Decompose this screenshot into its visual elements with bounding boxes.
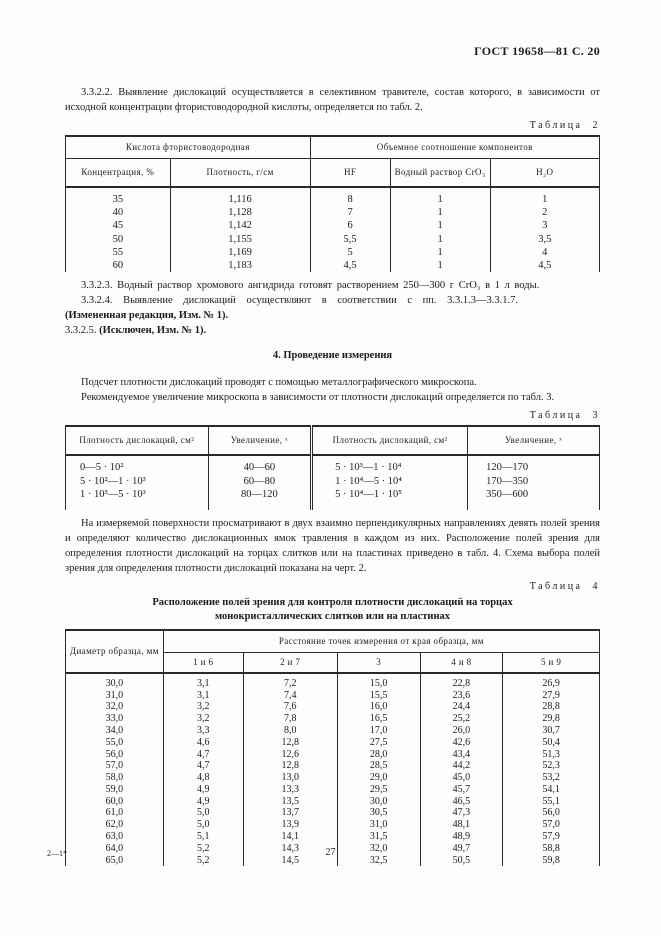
column-header: Водный раствор CrO₃ — [390, 159, 490, 188]
table-cell: 120—170 — [468, 455, 600, 475]
table-cell: 13,7 — [243, 807, 337, 819]
table-cell: 42,6 — [420, 737, 503, 749]
table-cell: 22,8 — [420, 673, 503, 690]
column-header: Концентрация, % — [66, 159, 171, 188]
table-cell: 45 — [66, 219, 171, 232]
table-cell: 1 — [390, 259, 490, 272]
table-row — [66, 455, 600, 475]
table-row — [66, 796, 600, 808]
table-cell: 56,0 — [66, 749, 164, 761]
table-cell: 28,5 — [337, 760, 420, 772]
table-cell: 350—600 — [468, 488, 600, 510]
table-cell: 54,1 — [503, 784, 600, 796]
paragraph-3-3-2-5-number: 3.3.2.5. — [65, 325, 100, 337]
table-cell: 13,9 — [243, 819, 337, 831]
table-row — [66, 673, 600, 690]
table-cell: 1,183 — [170, 259, 310, 272]
table-cell: 57,0 — [503, 819, 600, 831]
table-cell: 13,0 — [243, 772, 337, 784]
table-cell: 32,5 — [337, 855, 420, 867]
table-row — [66, 187, 600, 206]
table-row — [66, 725, 600, 737]
page-number: 27 — [325, 847, 336, 858]
table-cell: 4,9 — [163, 796, 243, 808]
table-cell: 30,5 — [337, 807, 420, 819]
table-cell: 26,9 — [503, 673, 600, 690]
table-cell: 32,0 — [66, 701, 164, 713]
section-4-heading: 4. Проведение измерения — [272, 350, 393, 362]
table-row — [66, 713, 600, 725]
table-cell: 5 · 10²—1 · 10³ — [66, 475, 209, 489]
table-cell: 16,5 — [337, 713, 420, 725]
table2-body — [66, 187, 600, 272]
table-cell: 7 — [310, 206, 390, 219]
table-row — [66, 206, 600, 219]
table-cell: 1 — [490, 187, 600, 206]
table3-caption: Таблица 3 — [529, 410, 600, 422]
table-cell: 34,0 — [66, 725, 164, 737]
table-cell: 4,8 — [163, 772, 243, 784]
table-cell: 64,0 — [66, 843, 164, 855]
column-header: 2 и 7 — [243, 652, 337, 673]
table-cell: 3,2 — [163, 713, 243, 725]
table-cell: 5 · 10³—1 · 10⁴ — [312, 455, 468, 475]
table-cell: 1 — [390, 206, 490, 219]
table-cell: 5,5 — [310, 233, 390, 246]
table-cell: 31,5 — [337, 831, 420, 843]
table-cell: 8 — [310, 187, 390, 206]
table-cell: 40—60 — [208, 455, 312, 475]
table-cell: 1 — [390, 187, 490, 206]
table4-header — [66, 630, 600, 673]
table-cell: 12,8 — [243, 760, 337, 772]
table-row — [66, 749, 600, 761]
table-cell: 3,5 — [490, 233, 600, 246]
column-header: 5 и 9 — [503, 652, 600, 673]
table-cell: 23,6 — [420, 690, 503, 702]
table-cell: 60,0 — [66, 796, 164, 808]
column-group-header: Расстояние точек измерения от края образца, мм — [163, 630, 599, 653]
table-cell: 48,9 — [420, 831, 503, 843]
table-cell: 4,7 — [163, 749, 243, 761]
table-cell: 31,0 — [337, 819, 420, 831]
table-cell: 60—80 — [208, 475, 312, 489]
table-cell: 3,2 — [163, 701, 243, 713]
table-cell: 5,2 — [163, 855, 243, 867]
column-header: Плотность дислокаций, см² — [66, 426, 209, 455]
table-cell: 59,0 — [66, 784, 164, 796]
table-cell: 1,155 — [170, 233, 310, 246]
table-cell: 16,0 — [337, 701, 420, 713]
table-cell: 30,7 — [503, 725, 600, 737]
table-cell: 45,7 — [420, 784, 503, 796]
column-group-header: Кислота фтористоводородная — [66, 136, 311, 159]
table-cell: 50 — [66, 233, 171, 246]
table-cell: 48,1 — [420, 819, 503, 831]
column-header: 1 и 6 — [163, 652, 243, 673]
table-cell: 28,0 — [337, 749, 420, 761]
table-cell: 59,8 — [503, 855, 600, 867]
table-cell: 5 · 10⁴—1 · 10⁵ — [312, 488, 468, 510]
column-group-header: Объемное соотношение компонентов — [310, 136, 599, 159]
paragraph-magnification: Рекомендуемое увеличение микроскопа в зависимости от плотности дислокаций определяется по табл. 3. — [81, 392, 555, 404]
table-cell: 5,2 — [163, 843, 243, 855]
table-cell: 14,1 — [243, 831, 337, 843]
table-cell: 58,0 — [66, 772, 164, 784]
table-cell: 13,3 — [243, 784, 337, 796]
table-row — [66, 772, 600, 784]
table-cell: 1 — [390, 219, 490, 232]
table-cell: 8,0 — [243, 725, 337, 737]
table-cell: 5 — [310, 246, 390, 259]
table-cell: 29,8 — [503, 713, 600, 725]
column-header: Диаметр образца, мм — [66, 630, 164, 673]
table-cell: 35 — [66, 187, 171, 206]
table-cell: 55,0 — [66, 737, 164, 749]
table-row — [66, 831, 600, 843]
table-cell: 60 — [66, 259, 171, 272]
table-row — [66, 219, 600, 232]
table2-caption: Таблица 2 — [529, 120, 600, 131]
table4-body — [66, 673, 600, 867]
table-cell: 30,0 — [66, 673, 164, 690]
table-cell: 1,169 — [170, 246, 310, 259]
table-cell: 80—120 — [208, 488, 312, 510]
table-cell: 44,2 — [420, 760, 503, 772]
table-cell: 1,128 — [170, 206, 310, 219]
table-cell: 7,4 — [243, 690, 337, 702]
table-cell: 3 — [490, 219, 600, 232]
column-header: Увеличение, ˣ — [208, 426, 312, 455]
paragraph-amended-note: (Измененная редакция, Изм. № 1). — [65, 310, 229, 322]
table-cell: 28,8 — [503, 701, 600, 713]
table-cell: 30,0 — [337, 796, 420, 808]
table-cell: 29,0 — [337, 772, 420, 784]
table-cell: 27,5 — [337, 737, 420, 749]
field-positions-table — [65, 629, 600, 867]
table-row — [66, 819, 600, 831]
table-row — [66, 807, 600, 819]
table-cell: 4,6 — [163, 737, 243, 749]
table-row — [66, 475, 600, 489]
table-row — [66, 701, 600, 713]
table-cell: 32,0 — [337, 843, 420, 855]
table-cell: 43,4 — [420, 749, 503, 761]
table-cell: 31,0 — [66, 690, 164, 702]
table-cell: 4,5 — [310, 259, 390, 272]
table-cell: 55,1 — [503, 796, 600, 808]
table-cell: 1 — [390, 233, 490, 246]
table-cell: 24,4 — [420, 701, 503, 713]
table-cell: 7,2 — [243, 673, 337, 690]
table-cell: 57,0 — [66, 760, 164, 772]
table-cell: 25,2 — [420, 713, 503, 725]
table-cell: 26,0 — [420, 725, 503, 737]
table-cell: 49,7 — [420, 843, 503, 855]
table-row — [66, 259, 600, 272]
table-cell: 4,9 — [163, 784, 243, 796]
table-cell: 14,3 — [243, 843, 337, 855]
table-cell: 7,6 — [243, 701, 337, 713]
table-cell: 15,0 — [337, 673, 420, 690]
table-cell: 0—5 · 10² — [66, 455, 209, 475]
table-cell: 1 · 10³—5 · 10³ — [66, 488, 209, 510]
table-cell: 45,0 — [420, 772, 503, 784]
table-cell: 56,0 — [503, 807, 600, 819]
table-cell: 57,9 — [503, 831, 600, 843]
etchant-composition-table — [65, 135, 600, 272]
column-header: H₂O — [490, 159, 600, 188]
table-cell: 62,0 — [66, 819, 164, 831]
table3-body — [66, 455, 600, 510]
table2-header — [66, 136, 600, 187]
paragraph-3-3-2-3: 3.3.2.3. Водный раствор хромового ангидрида готовят растворением 250—300 г CrO₃ в 1 л воды. — [81, 280, 540, 292]
table-cell: 29,5 — [337, 784, 420, 796]
table-cell: 12,8 — [243, 737, 337, 749]
paragraph-3-3-2-2: 3.3.2.2. Выявление дислокаций осуществляется в селективном травителе, состав которого, в зависимости от исходной концентрации фтористоводородной кислоты, определяется по табл. 2. — [65, 87, 600, 113]
column-header: HF — [310, 159, 390, 188]
table-cell: 46,5 — [420, 796, 503, 808]
table-cell: 55 — [66, 246, 171, 259]
table-row — [66, 737, 600, 749]
paragraph-3-3-2-5 — [65, 323, 600, 338]
table-cell: 4 — [490, 246, 600, 259]
table-cell: 40 — [66, 206, 171, 219]
table-row — [66, 233, 600, 246]
paragraph-dislocation-count: Подсчет плотности дислокаций проводят с помощью металлографического микроскопа. — [81, 377, 477, 389]
column-header: Плотность дислокаций, см² — [312, 426, 468, 455]
footnote-mark: 2—1* — [47, 849, 67, 858]
column-header: Плотность, г/см — [170, 159, 310, 188]
table-cell: 3,1 — [163, 673, 243, 690]
table-row — [66, 246, 600, 259]
table-cell: 63,0 — [66, 831, 164, 843]
column-header: 4 и 8 — [420, 652, 503, 673]
table-cell: 14,5 — [243, 855, 337, 867]
table-cell: 12,6 — [243, 749, 337, 761]
column-header: Увеличение, ˣ — [468, 426, 600, 455]
table-cell: 65,0 — [66, 855, 164, 867]
table-cell: 13,5 — [243, 796, 337, 808]
table-cell: 5,0 — [163, 807, 243, 819]
paragraph-fields-of-view: На измеряемой поверхности просматривают в двух взаимно перпендикулярных направлениях девять полей зрения и определяют количество дислокационных ямок травления в каждом из них. Расположение полей зрения для определения плотности дислокаций на торцах слитков или на пластинах приведено в табл. 4. Схема выбора полей зрения для определения плотности дислокаций показана на черт. 2. — [65, 517, 600, 574]
table-cell: 6 — [310, 219, 390, 232]
table-cell: 170—350 — [468, 475, 600, 489]
paragraph-excluded-note: (Исключен, Изм. № 1). — [99, 325, 207, 337]
table-cell: 47,3 — [420, 807, 503, 819]
table-cell: 3,3 — [163, 725, 243, 737]
table-row — [66, 784, 600, 796]
magnification-table — [65, 425, 600, 510]
table-row — [66, 690, 600, 702]
table-cell: 1,142 — [170, 219, 310, 232]
table-cell: 61,0 — [66, 807, 164, 819]
table4-caption: Таблица 4 — [529, 580, 600, 592]
table-cell: 1 — [390, 246, 490, 259]
table4-title: Расположение полей зрения для контроля плотности дислокаций на торцах монокристаллических слитков или на пластинах — [152, 596, 513, 622]
table-row — [66, 488, 600, 510]
table-cell: 50,5 — [420, 855, 503, 867]
table-row — [66, 760, 600, 772]
table-cell: 4,7 — [163, 760, 243, 772]
paragraph-3-3-2-4: 3.3.2.4. Выявление дислокаций осуществляют в соответствии с пп. 3.3.1.3—3.3.1.7. — [81, 295, 518, 307]
table-cell: 58,8 — [503, 843, 600, 855]
table-cell: 5,1 — [163, 831, 243, 843]
table-cell: 1 · 10⁴—5 · 10⁴ — [312, 475, 468, 489]
table-cell: 7,8 — [243, 713, 337, 725]
table-cell: 15,5 — [337, 690, 420, 702]
table-cell: 33,0 — [66, 713, 164, 725]
table-cell: 3,1 — [163, 690, 243, 702]
table-cell: 52,3 — [503, 760, 600, 772]
table-cell: 53,2 — [503, 772, 600, 784]
table-cell: 17,0 — [337, 725, 420, 737]
column-header: 3 — [337, 652, 420, 673]
document-header: ГОСТ 19658—81 С. 20 — [474, 44, 600, 58]
table-cell: 4,5 — [490, 259, 600, 272]
table-cell: 51,3 — [503, 749, 600, 761]
table3-header — [66, 426, 600, 455]
table-cell: 27,9 — [503, 690, 600, 702]
table-cell: 1,116 — [170, 187, 310, 206]
table-cell: 2 — [490, 206, 600, 219]
table-cell: 5,0 — [163, 819, 243, 831]
table-cell: 50,4 — [503, 737, 600, 749]
